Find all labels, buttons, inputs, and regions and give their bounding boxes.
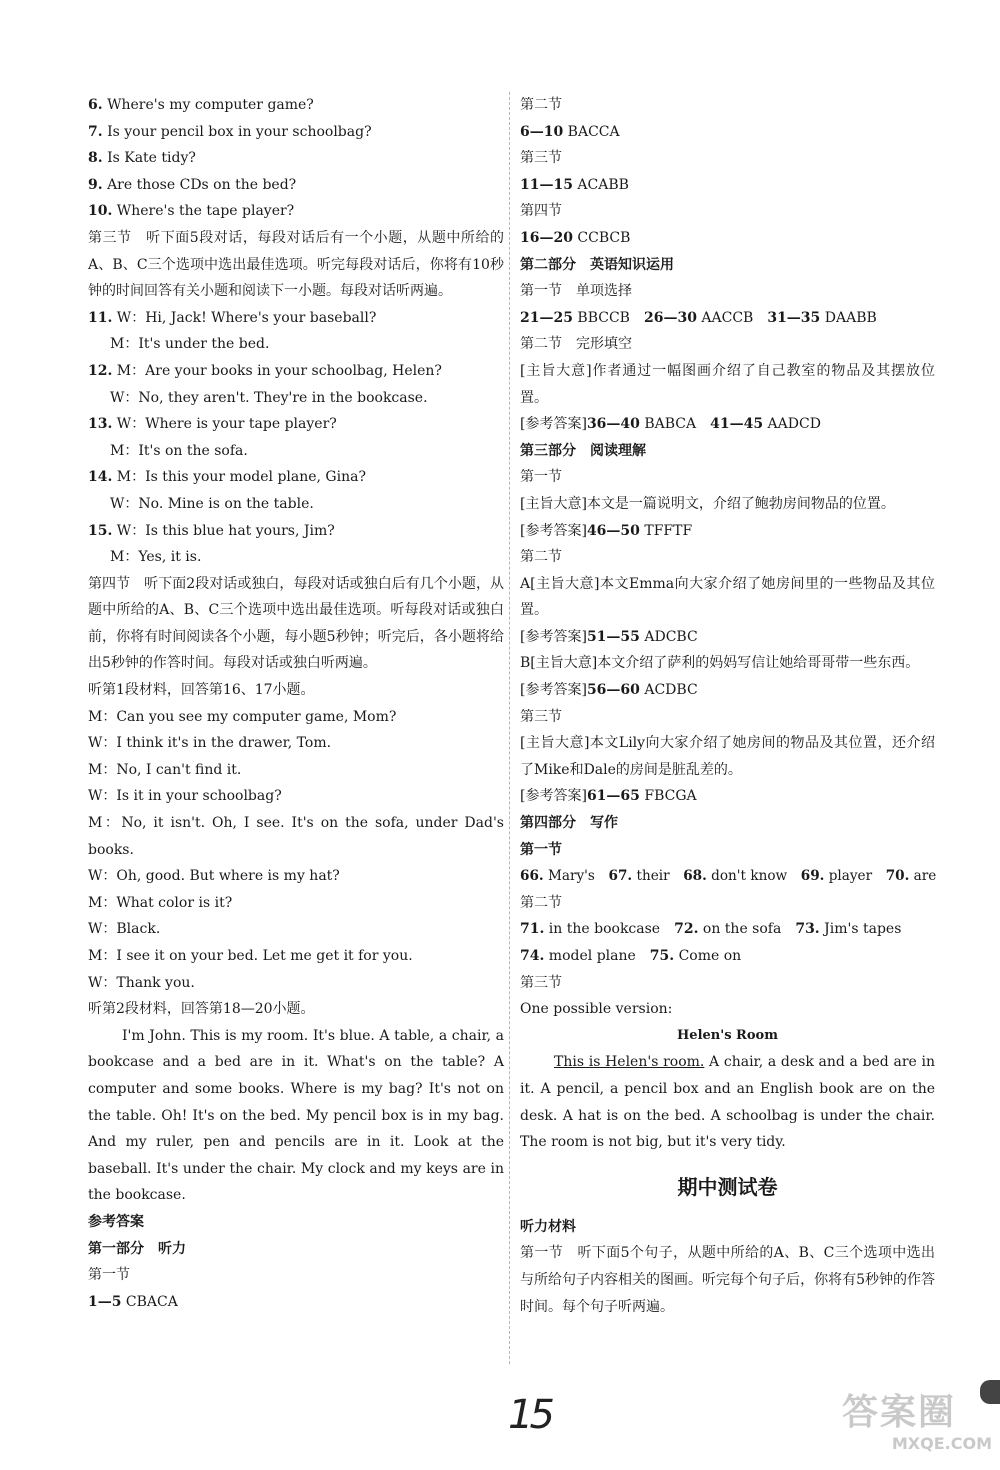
material2-passage: I'm John. This is my room. It's blue. A table, a chair, a bookcase and a bed are in it. What's on the table? A computer and some books. Where is my bag? It's not on the table. Oh! It's on the bed. My pencil box is in my bag. And my ruler, pen and pencils are in it. Look at the baseball. It's under the chair. My clock and my keys are in the bookcase. [88, 1027, 504, 1204]
section-label: 第二节 完形填空 [520, 336, 632, 353]
list-item: 7. Is your pencil box in your schoolbag? [88, 123, 372, 140]
main-idea: B[主旨大意]本文介绍了萨利的妈妈写信让她给哥哥带一些东西。 [520, 655, 920, 672]
part2-heading: 第二部分 英语知识运用 [520, 256, 674, 273]
essay-body: This is Helen's room. A chair, a desk and a bed are in it. A pencil, a pencil box and an English book are on the desk. A hat is on the bed. A schoolbag is under the chair. The room is not big, but it's very tidy. [520, 1054, 935, 1151]
section-label: 第三节 [520, 708, 562, 725]
dialogue-line: W：No. Mine is on the table. [110, 495, 314, 512]
answer-line: 21—25 BBCCB 26—30 AACCB 31—35 DAABB [520, 309, 877, 326]
part1-heading: 第一部分 听力 [88, 1240, 186, 1257]
section3-instruction: 第三节 听下面5段对话，每段对话后有一个小题，从题中所给的A、B、C三个选项中选出最佳选项。听完每段对话后，你将有10秒钟的时间回答有关小题和阅读下一小题。每段对话听两遍。 [88, 229, 504, 300]
dialogue-line: M：It's under the bed. [110, 336, 270, 353]
section-label: 第二节 [520, 894, 562, 911]
section-label: 第一节 单项选择 [520, 283, 632, 300]
list-item: 8. Is Kate tidy? [88, 150, 196, 167]
watermark-url: MXQE.COM [891, 1434, 992, 1453]
main-idea: A[主旨大意]本文Emma向大家介绍了她房间里的一些物品及其位置。 [520, 575, 935, 619]
answer-line: [参考答案]56—60 ACDBC [520, 682, 698, 699]
part4-heading: 第四部分 写作 [520, 815, 618, 832]
dialogue-line: W：Thank you. [88, 974, 195, 991]
answer-line: 66. Mary's 67. their 68. don't know 69. player 70. are [520, 868, 937, 885]
page-number: 15 [508, 1392, 551, 1438]
part3-heading: 第三部分 阅读理解 [520, 442, 646, 459]
answer-line: [参考答案]36—40 BABCA 41—45 AADCD [520, 416, 821, 433]
dialogue-line: 12. M：Are your books in your schoolbag, Helen? [88, 362, 442, 379]
exam-title: 期中测试卷 [677, 1174, 778, 1199]
answer-line: 71. in the bookcase 72. on the sofa 73. Jim's tapes [520, 921, 902, 938]
answer-line: 16—20 CCBCB [520, 229, 631, 246]
dialogue-line: W：Is it in your schoolbag? [88, 788, 282, 805]
dialogue-line: M：It's on the sofa. [110, 442, 248, 459]
answer-line: 74. model plane 75. Come on [520, 948, 742, 964]
dialogue-line: W：No, they aren't. They're in the bookcase. [110, 389, 428, 406]
answer-line: 1—5 CBACA [88, 1293, 178, 1310]
dialogue-line: W：Oh, good. But where is my hat? [88, 868, 340, 885]
left-column [88, 92, 504, 1315]
main-idea: [主旨大意]本文是一篇说明文，介绍了鲍勃房间物品的位置。 [520, 495, 895, 512]
dialogue-line: 14. M：Is this your model plane, Gina? [88, 469, 366, 486]
dialogue-line: M：No, I can't find it. [88, 761, 242, 778]
main-idea: [主旨大意]本文Lily向大家介绍了她房间的物品及其位置，还介绍了Mike和Dale的房间是脏乱差的。 [520, 735, 935, 778]
dialogue-line: M：Can you see my computer game, Mom? [88, 708, 397, 725]
listening-heading: 听力材料 [520, 1218, 576, 1235]
dialogue-line: M：I see it on your bed. Let me get it for you. [88, 948, 413, 964]
material2-heading: 听第2段材料，回答第18—20小题。 [88, 1001, 315, 1018]
watermark-text: 答案圈 [842, 1392, 957, 1433]
dialogue-line: W：I think it's in the drawer, Tom. [88, 735, 332, 752]
section-label: 第一节 [520, 469, 562, 486]
material1-heading: 听第1段材料，回答第16、17小题。 [88, 682, 315, 699]
part1-section1-label: 第一节 [88, 1267, 130, 1284]
section-label: 第一节 [520, 841, 562, 858]
answer-line: [参考答案]61—65 FBCGA [520, 788, 697, 805]
column-divider [509, 92, 510, 1364]
answer-line: 11—15 ACABB [520, 176, 629, 193]
section4-instruction: 第四节 听下面2段对话或独白，每段对话或独白后有几个小题，从题中所给的A、B、C三个选项中选出最佳选项。听每段对话或独白前，你将有时间阅读各个小题，每小题5秒钟；听完后，各小题将给出5秒钟的作答时间。每段对话或独白听两遍。 [88, 575, 504, 672]
dialogue-line: 11. W：Hi, Jack! Where's your baseball? [88, 309, 377, 326]
list-item: 10. Where's the tape player? [88, 203, 295, 220]
right-column [520, 92, 935, 1320]
dialogue-line: 13. W：Where is your tape player? [88, 416, 337, 433]
watermark-logo [842, 1392, 992, 1466]
list-item: 9. Are those CDs on the bed? [88, 176, 297, 193]
page-edge-tab [980, 1380, 1000, 1404]
listening-section1-instruction: 第一节 听下面5个句子，从题中所给的A、B、C三个选项中选出与所给句子内容相关的图画。听完每个句子后，你将有5秒钟的作答时间。每个句子听两遍。 [520, 1245, 935, 1315]
essay-title: Helen's Room [677, 1027, 778, 1043]
dialogues [88, 305, 504, 571]
answers-heading: 参考答案 [88, 1213, 144, 1230]
section-label: 第三节 [520, 150, 562, 167]
material1-dialogue [88, 704, 504, 997]
main-idea: [主旨大意]作者通过一幅图画介绍了自己教室的物品及其摆放位置。 [520, 362, 935, 406]
section-label: 第二节 [520, 97, 562, 113]
dialogue-line: M：Yes, it is. [110, 549, 202, 566]
section-label: 第四节 [520, 203, 562, 220]
dialogue-line: 15. W：Is this blue hat yours, Jim? [88, 522, 335, 539]
answer-line: [参考答案]51—55 ADCBC [520, 628, 698, 645]
dialogue-line: W：Black. [88, 921, 161, 938]
dialogue-line: M：No, it isn't. Oh, I see. It's on the sofa, under Dad's books. [88, 815, 504, 858]
dialogue-line: M：What color is it? [88, 894, 233, 911]
answer-line: [参考答案]46—50 TFFTF [520, 522, 693, 539]
answer-line: 6—10 BACCA [520, 123, 620, 140]
version-label: One possible version: [520, 1001, 673, 1018]
section-label: 第三节 [520, 974, 562, 991]
section-label: 第二节 [520, 549, 562, 566]
list-item: 6. Where's my computer game? [88, 97, 314, 113]
section1-items [88, 92, 504, 225]
